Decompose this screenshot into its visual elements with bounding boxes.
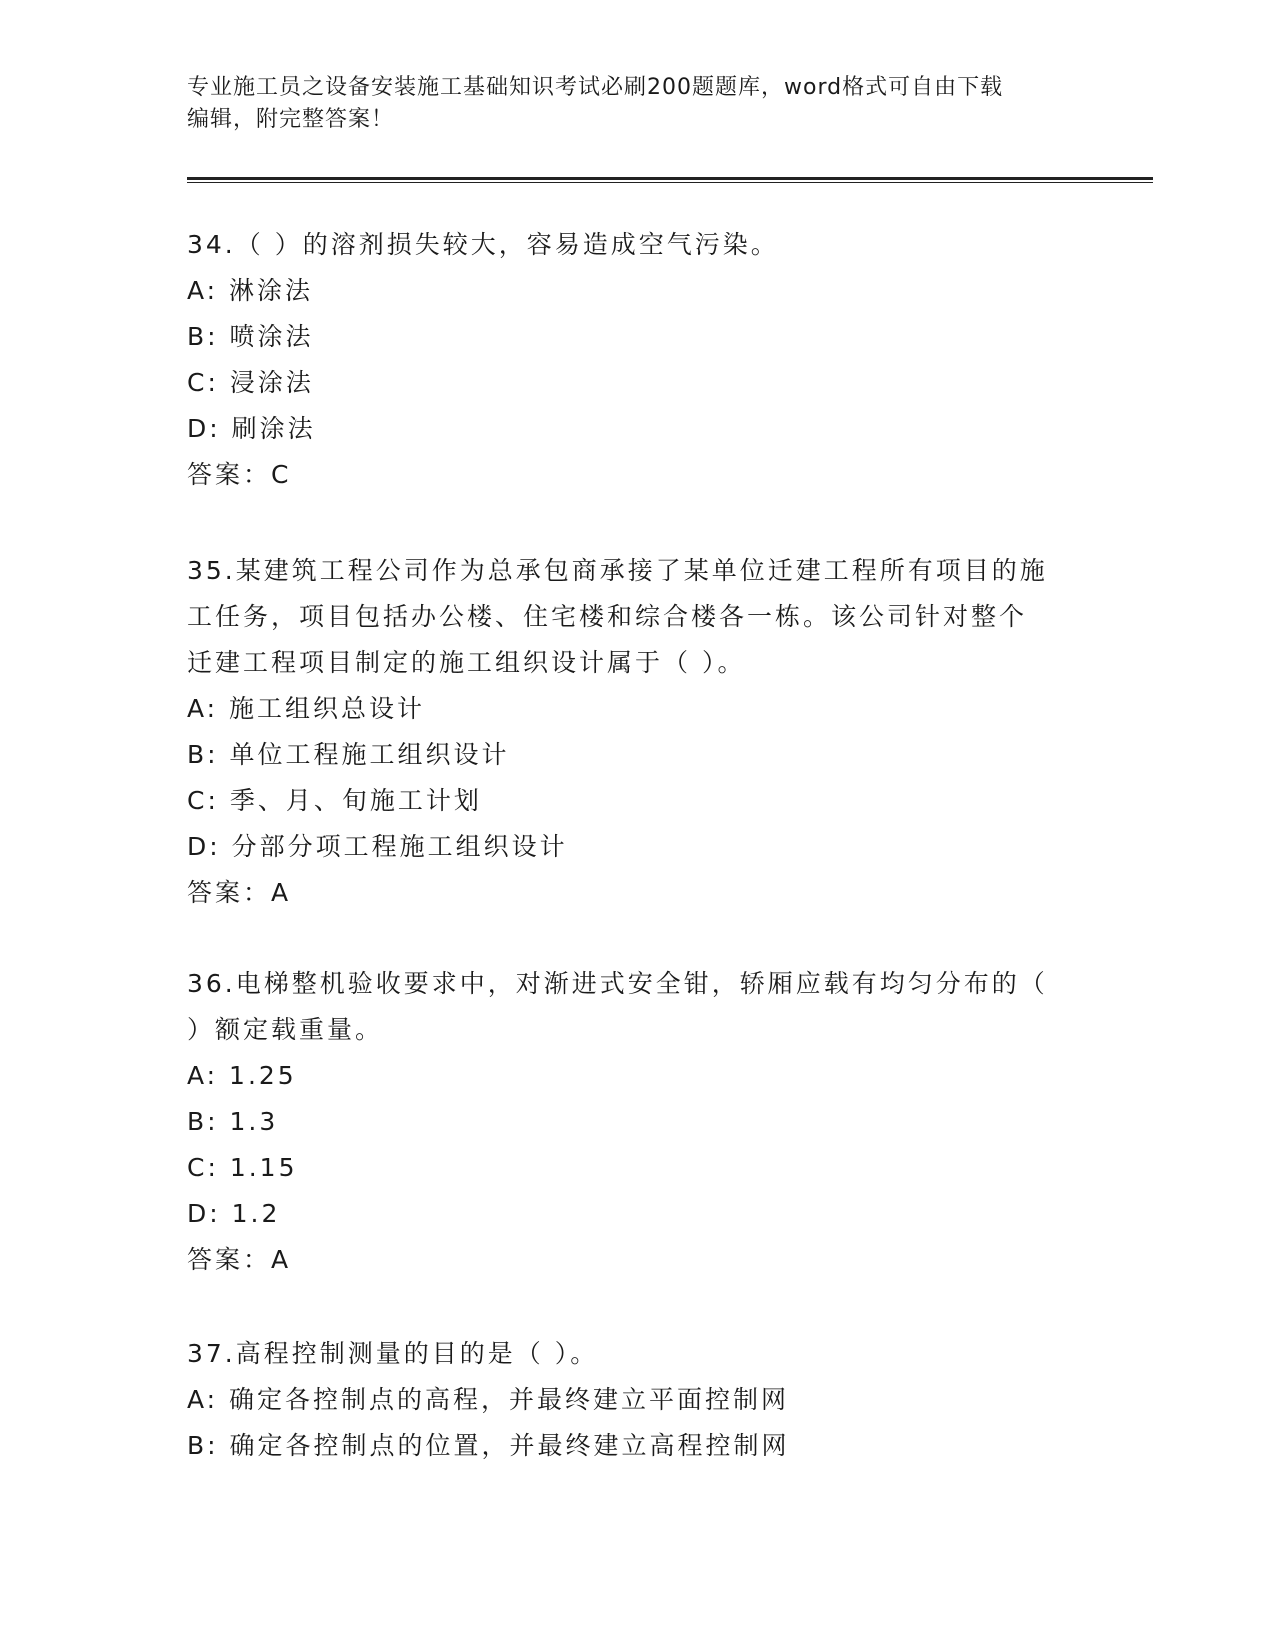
question-37 bbox=[187, 1331, 1087, 1469]
option-a: A: 淋涂法 bbox=[187, 276, 314, 305]
option-a: A: 确定各控制点的高程，并最终建立平面控制网 bbox=[187, 1385, 790, 1414]
header-title-line-2: 编辑，附完整答案！ bbox=[187, 107, 395, 132]
header-title-line-1: 专业施工员之设备安装施工基础知识考试必刷200题题库，word格式可自由下载 bbox=[187, 75, 1004, 100]
question-stem: 工任务，项目包括办公楼、住宅楼和综合楼各一栋。该公司针对整个 bbox=[187, 602, 1028, 631]
option-d: D: 刷涂法 bbox=[187, 414, 316, 443]
option-a: A: 施工组织总设计 bbox=[187, 694, 426, 723]
answer: 答案：C bbox=[187, 460, 292, 489]
option-b: B: 确定各控制点的位置，并最终建立高程控制网 bbox=[187, 1431, 790, 1460]
option-c: C: 浸涂法 bbox=[187, 368, 314, 397]
option-b: B: 喷涂法 bbox=[187, 322, 314, 351]
question-stem: ）额定载重量。 bbox=[187, 1015, 384, 1044]
option-c: C: 1.15 bbox=[187, 1153, 298, 1182]
question-stem: 35.某建筑工程公司作为总承包商承接了某单位迁建工程所有项目的施 bbox=[187, 556, 1048, 585]
header-divider-thick bbox=[187, 177, 1153, 180]
option-d: D: 分部分项工程施工组织设计 bbox=[187, 832, 568, 861]
answer: 答案：A bbox=[187, 878, 292, 907]
option-b: B: 单位工程施工组织设计 bbox=[187, 740, 510, 769]
answer: 答案：A bbox=[187, 1245, 292, 1274]
header-divider-thin bbox=[187, 182, 1153, 183]
question-stem: 37.高程控制测量的目的是（ ）。 bbox=[187, 1339, 599, 1368]
option-b: B: 1.3 bbox=[187, 1107, 279, 1136]
document-header bbox=[187, 72, 1077, 136]
question-36 bbox=[187, 961, 1087, 1283]
question-35 bbox=[187, 548, 1087, 916]
option-c: C: 季、月、旬施工计划 bbox=[187, 786, 482, 815]
question-stem: 36.电梯整机验收要求中，对渐进式安全钳，轿厢应载有均匀分布的（ bbox=[187, 969, 1048, 998]
question-stem: 迁建工程项目制定的施工组织设计属于（ ）。 bbox=[187, 648, 746, 677]
question-stem: 34.（ ）的溶剂损失较大，容易造成空气污染。 bbox=[187, 230, 779, 259]
option-d: D: 1.2 bbox=[187, 1199, 281, 1228]
question-34 bbox=[187, 222, 1087, 498]
option-a: A: 1.25 bbox=[187, 1061, 297, 1090]
